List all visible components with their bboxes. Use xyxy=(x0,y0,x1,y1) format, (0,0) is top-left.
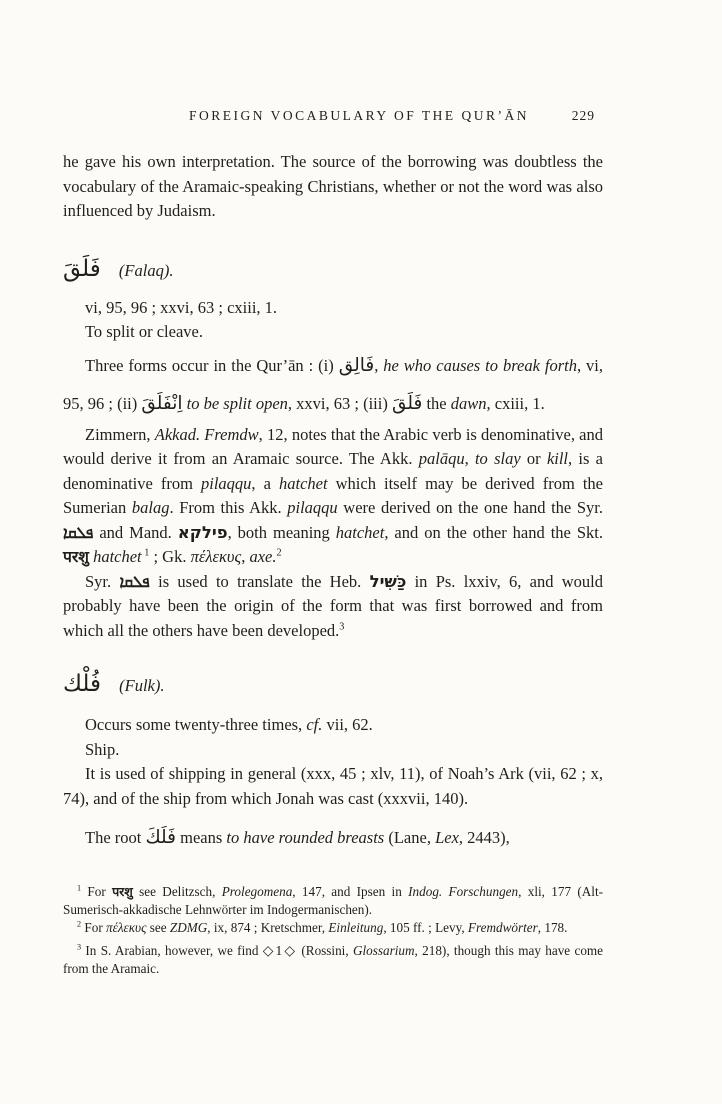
footnote-1: $^1$ For परशु see Delitzsch, Prolegomena, 147, and Ipsen in Indog. Forschungen, xli, 177 (Alt-Sumerisch-akkadische Lehnwörter im Indogermanischen). xyxy=(63,883,604,917)
headword-transliteration: (Fulk). xyxy=(119,676,165,695)
footnotes xyxy=(63,883,603,978)
footnote-3: $^3$ In S. Arabian, however, we find ◇1◇ (Rossini, Glossarium, 218), though this may have come from the Aramaic. xyxy=(63,942,604,976)
gloss-line: Ship. xyxy=(85,739,120,759)
gloss-line: To split or cleave. xyxy=(85,322,203,341)
footnote-2: $^2$ For πέλεκυς see ZDMG, ix, 874 ; Kretschmer, Einleitung, 105 ff. ; Levy, Fremdwörter, 178. xyxy=(77,919,568,935)
paragraph-three-forms: Three forms occur in the Qur’ān : (i) فَالِق, he who causes to break forth, vi, 95, 96 ; (ii) اِنْفَلَقَ to be split open, xxvi, 63 ; (iii) فَلَقَ the dawn, cxiii, 1. xyxy=(63,354,603,414)
page-title: FOREIGN VOCABULARY OF THE QUR’ĀN xyxy=(188,108,530,123)
arabic-headword: فَلَقَ xyxy=(63,255,101,282)
arabic-headword: فُلْك xyxy=(63,671,101,697)
occurrence-line: Occurs some twenty-three times, cf. vii, 62. xyxy=(85,715,373,734)
paragraph-syriac-heb: Syr. ܦܠܩܐ is used to translate the Heb. כַּשִּׁיל in Ps. lxxiv, 6, and would probably have been the origin of the form that was first borrowed and from which all the others have been developed.$^3$ xyxy=(63,571,604,640)
entry-fulk xyxy=(63,669,603,853)
paragraph-shipping: It is used of shipping in general (xxx, 45 ; xlv, 11), of Noah’s Ark (vii, 62 ; x, 74), and of the ship from which Jonah was cast (xxxvii, 140). xyxy=(63,764,603,808)
page-number: 229 xyxy=(571,108,595,123)
intro-paragraph: he gave his own interpretation. The source of the borrowing was doubtless the vocabulary of the Aramaic-speaking Christians, whether or not the word was also influenced by Judaism. xyxy=(63,152,603,220)
reference-line: vi, 95, 96 ; xxvi, 63 ; cxiii, 1. xyxy=(85,297,278,317)
running-header xyxy=(63,108,603,128)
entry-falaq xyxy=(63,254,603,644)
entry-headword xyxy=(63,254,603,286)
headword-transliteration: (Falaq). xyxy=(118,260,174,280)
paragraph-root: The root فَلَكَ means to have rounded breasts (Lane, Lex, 2443), xyxy=(85,827,510,848)
paragraph-zimmern: Zimmern, Akkad. Fremdw, 12, notes that the Arabic verb is denominative, and would derive it from an Aramaic source. The Akk. palāqu, to slay or kill, is a denominative from pilaqqu, a hatchet which itself may be derived from the Sumerian balag. From this Akk. pilaqqu were derived on the one hand the Syr. ܦܠܩܐ and Mand. פילקא, both meaning hatchet, and on the other hand the Skt. परशु hatchet $^1$ ; Gk. πέλεκυς, axe.$^2$ xyxy=(63,424,604,566)
entry-headword xyxy=(63,669,603,701)
